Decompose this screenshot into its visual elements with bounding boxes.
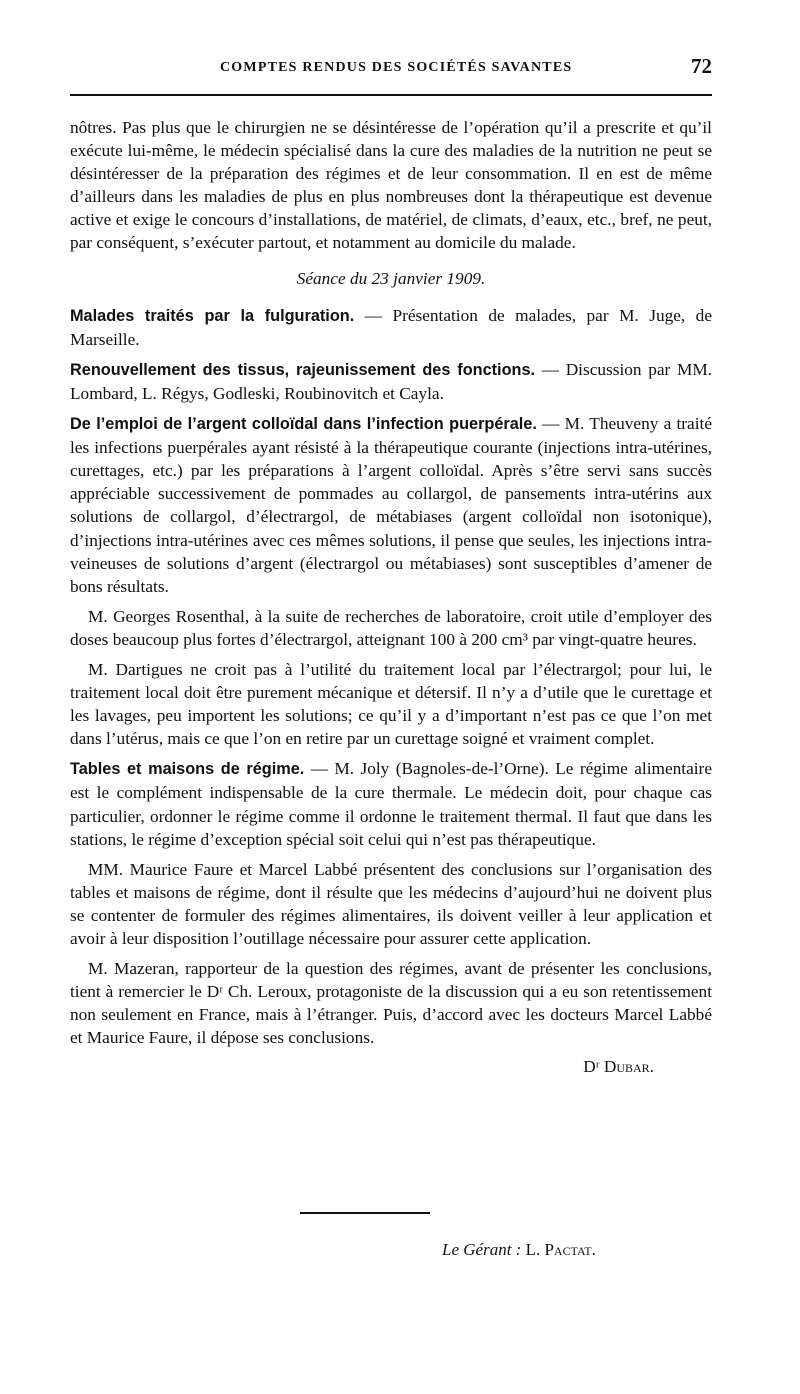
section-heading: Renouvellement des tissus, rajeunissement des fonctions. — [70, 360, 536, 379]
paragraph-text: — Discussion par MM. Lombard, L. Régys, Godleski, Roubinovitch et Cayla. — [70, 359, 713, 403]
section-heading: Malades traités par la fulguration. — [70, 306, 355, 325]
article-body — [70, 116, 712, 1079]
paragraph-text: — Présentation de malades, par M. Juge, de Marseille. — [70, 305, 712, 349]
section-heading: De l’emploi de l’argent colloïdal dans l’infection puerpérale. — [70, 415, 537, 434]
paragraph-text: — M. Theuveny a traité les infections puerpérales ayant résisté à la thérapeutique courante (injections intra-utérines, curettages, etc.) par les préparations à l’argent colloïdal. Après s’être servi sans succès appréciable successivement de pommades au collargol, de pansements intra-utérins aux solutions de collargol, d’électrargol, de métabiases (argent colloïdal non isotonique), d’injections intra-utérines avec ces mêmes solutions, il pense que seules, les injections intra-veineuses de solutions d’argent (électrargol ou métabiases) sont susceptibles d’amener de bons résultats. — [70, 414, 713, 596]
paragraph-mazeran: M. Mazeran, rapporteur de la question des régimes, avant de présenter les conclusions, tient à remercier le Dʳ Ch. Leroux, protagoniste de la discussion qui a eu son retentissement non seulement en France, mais à l’étranger. Puis, d’accord avec les docteurs Marcel Labbé et Maurice Faure, il dépose ses conclusions. — [70, 959, 712, 1048]
gerant-label: Le Gérant : — [442, 1240, 522, 1259]
paragraph-text: — M. Joly (Bagnoles-de-l’Orne). Le régime alimentaire est le complément indispensable de la cure thermale. Le médecin doit, pour chaque cas particulier, ordonner le régime comme il ordonne le traitement thermal. Il faut que dans les stations, le régime d’exception spécial soit celui qui n’est pas thérapeutique. — [70, 759, 712, 849]
paragraph-tables-regime — [70, 757, 712, 850]
section-heading: Tables et maisons de régime. — [70, 760, 305, 779]
running-title: COMPTES RENDUS DES SOCIÉTÉS SAVANTES — [220, 60, 573, 75]
header-rule — [70, 94, 712, 96]
paragraph-fulguration — [70, 304, 712, 351]
gerant-name: L. Pactat. — [525, 1240, 596, 1259]
paragraph-faure-labbe: MM. Maurice Faure et Marcel Labbé présentent des conclusions sur l’organisation des tables et maisons de régime, dont il résulte que les médecins d’aujourd’hui ne doivent plus se contenter de formuler des régimes alimentaires, ils doivent veiller à leur application et avoir à leur disposition l’outillage nécessaire pour assurer cette application. — [70, 859, 712, 948]
page-number: 72 — [691, 54, 712, 78]
running-header — [70, 52, 712, 88]
session-date: Séance du 23 janvier 1909. — [296, 268, 486, 288]
paragraph-opening: nôtres. Pas plus que le chirurgien ne se désintéresse de l’opération qu’il a prescrite et qu’il exécute lui-même, le médecin spécialisé dans la cure des maladies de la nutrition ne peut se désintéresser de la préparation des régimes et de leur consommation. Il en est de même d’ailleurs dans les maladies de plus en plus nombreuses dont la thérapeutique est devenue active et exige le concours d’installations, de matériel, de climats, d’eaux, etc., bref, ne peut, par conséquent, s’exécuter partout, et notamment au domicile du malade. — [70, 118, 712, 253]
paragraph-argent-colloidal — [70, 412, 712, 598]
end-rule — [300, 1212, 430, 1214]
gerant-line — [442, 1240, 596, 1260]
paragraph-renouvellement — [70, 358, 712, 405]
signature: Dʳ Dubar. — [583, 1057, 654, 1077]
paragraph-dartigues: M. Dartigues ne croit pas à l’utilité du traitement local par l’électrargol; pour lui, le traitement local doit être purement mécanique et détersif. Il n’y a d’utile que le curettage et les lavages, peu importent les solutions; ce qu’il y a d’important n’est pas ce que l’on met dans l’utérus, mais ce que l’on en retire par un curettage soigné et vraiment complet. — [70, 659, 712, 749]
paragraph-rosenthal: M. Georges Rosenthal, à la suite de recherches de laboratoire, croit utile d’employer des doses beaucoup plus fortes d’électrargol, atteignant 100 à 200 cm³ par vingt-quatre heures. — [70, 606, 712, 649]
